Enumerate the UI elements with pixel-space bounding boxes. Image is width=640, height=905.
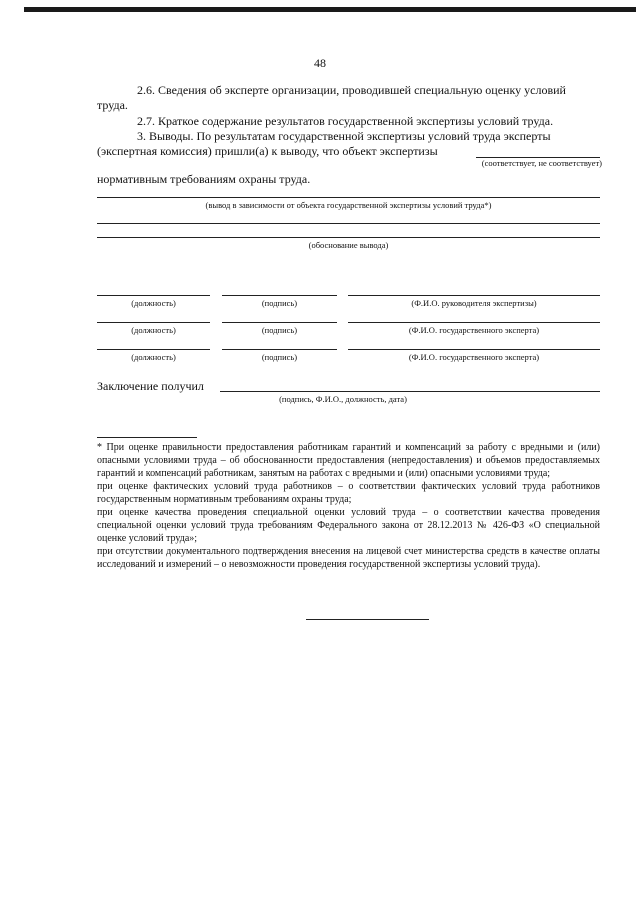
received-caption: (подпись, Ф.И.О., должность, дата) [279,394,407,404]
top-border [24,7,636,12]
justification-caption: (обоснование вывода) [308,240,389,250]
expert-name-caption: (Ф.И.О. государственного эксперта) [408,325,540,335]
position-caption: (должность) [131,352,176,362]
justification-line-1 [97,223,600,224]
section-3-line2: (экспертная комиссия) пришли(а) к выводу, что объект экспертизы [97,144,438,158]
expert-name-caption: (Ф.И.О. государственного эксперта) [408,352,540,362]
section-2-7: 2.7. Краткое содержание результатов государственной экспертизы условий труда. [137,114,554,128]
received-line [220,391,600,392]
signature-caption: (подпись) [261,325,298,335]
footnote-separator [97,437,197,438]
signature-caption: (подпись) [261,352,298,362]
signature-line [222,349,337,350]
footnote [97,441,600,571]
footnote-paragraph-2: при оценке фактических условий труда работников – о соответствии фактических условий труда работников государственным нормативным требованиям охраны труда; [97,481,600,505]
page-number: 48 [314,56,326,70]
conclusion-line [97,197,600,198]
signature-caption: (подпись) [261,298,298,308]
signature-line [222,322,337,323]
name-line [348,295,600,296]
section-2-6-line1: 2.6. Сведения об эксперте организации, проводившей специальную оценку условий [137,83,566,97]
position-line [97,322,210,323]
section-3-line1: 3. Выводы. По результатам государственной экспертизы условий труда эксперты [137,129,551,143]
name-line [348,322,600,323]
footnote-paragraph-3: при оценке качества проведения специальной оценки условий труда – о соответствии качества проведения специальной оценки условий труда требованиям Федерального закона от 28.12.2013 № 426-ФЗ «О специальной оценке условий труда»; [97,507,600,544]
name-line [348,349,600,350]
section-2-6-line2: труда. [97,98,128,112]
head-name-caption: (Ф.И.О. руководителя экспертизы) [411,298,537,308]
position-caption: (должность) [131,298,176,308]
section-3-line3: нормативным требованиям охраны труда. [97,172,311,186]
received-label: Заключение получил [97,379,204,393]
conformity-hint: (соответствует, не соответствует) [481,158,602,168]
footnote-paragraph-1: * При оценке правильности предоставления работникам гарантий и компенсаций за работу с вредными и (или) опасными условиями труда – об обоснованности предоставления (непредоставления) и объемов предоставляемых гарантий и компенсаций работникам, занятым на работах с вредными и (или) опасными условиями труда; [97,442,600,479]
conclusion-caption: (вывод в зависимости от объекта государственной экспертизы условий труда*) [205,200,492,210]
position-line [97,295,210,296]
position-caption: (должность) [131,325,176,335]
signature-line [222,295,337,296]
footnote-paragraph-4: при отсутствии документального подтверждения внесения на лицевой счет министерства средств в качестве оплаты исследований и измерений – о невозможности проведения государственной экспертизы условий труда). [97,546,600,570]
justification-line-2 [97,237,600,238]
position-line [97,349,210,350]
closing-line [306,619,429,620]
